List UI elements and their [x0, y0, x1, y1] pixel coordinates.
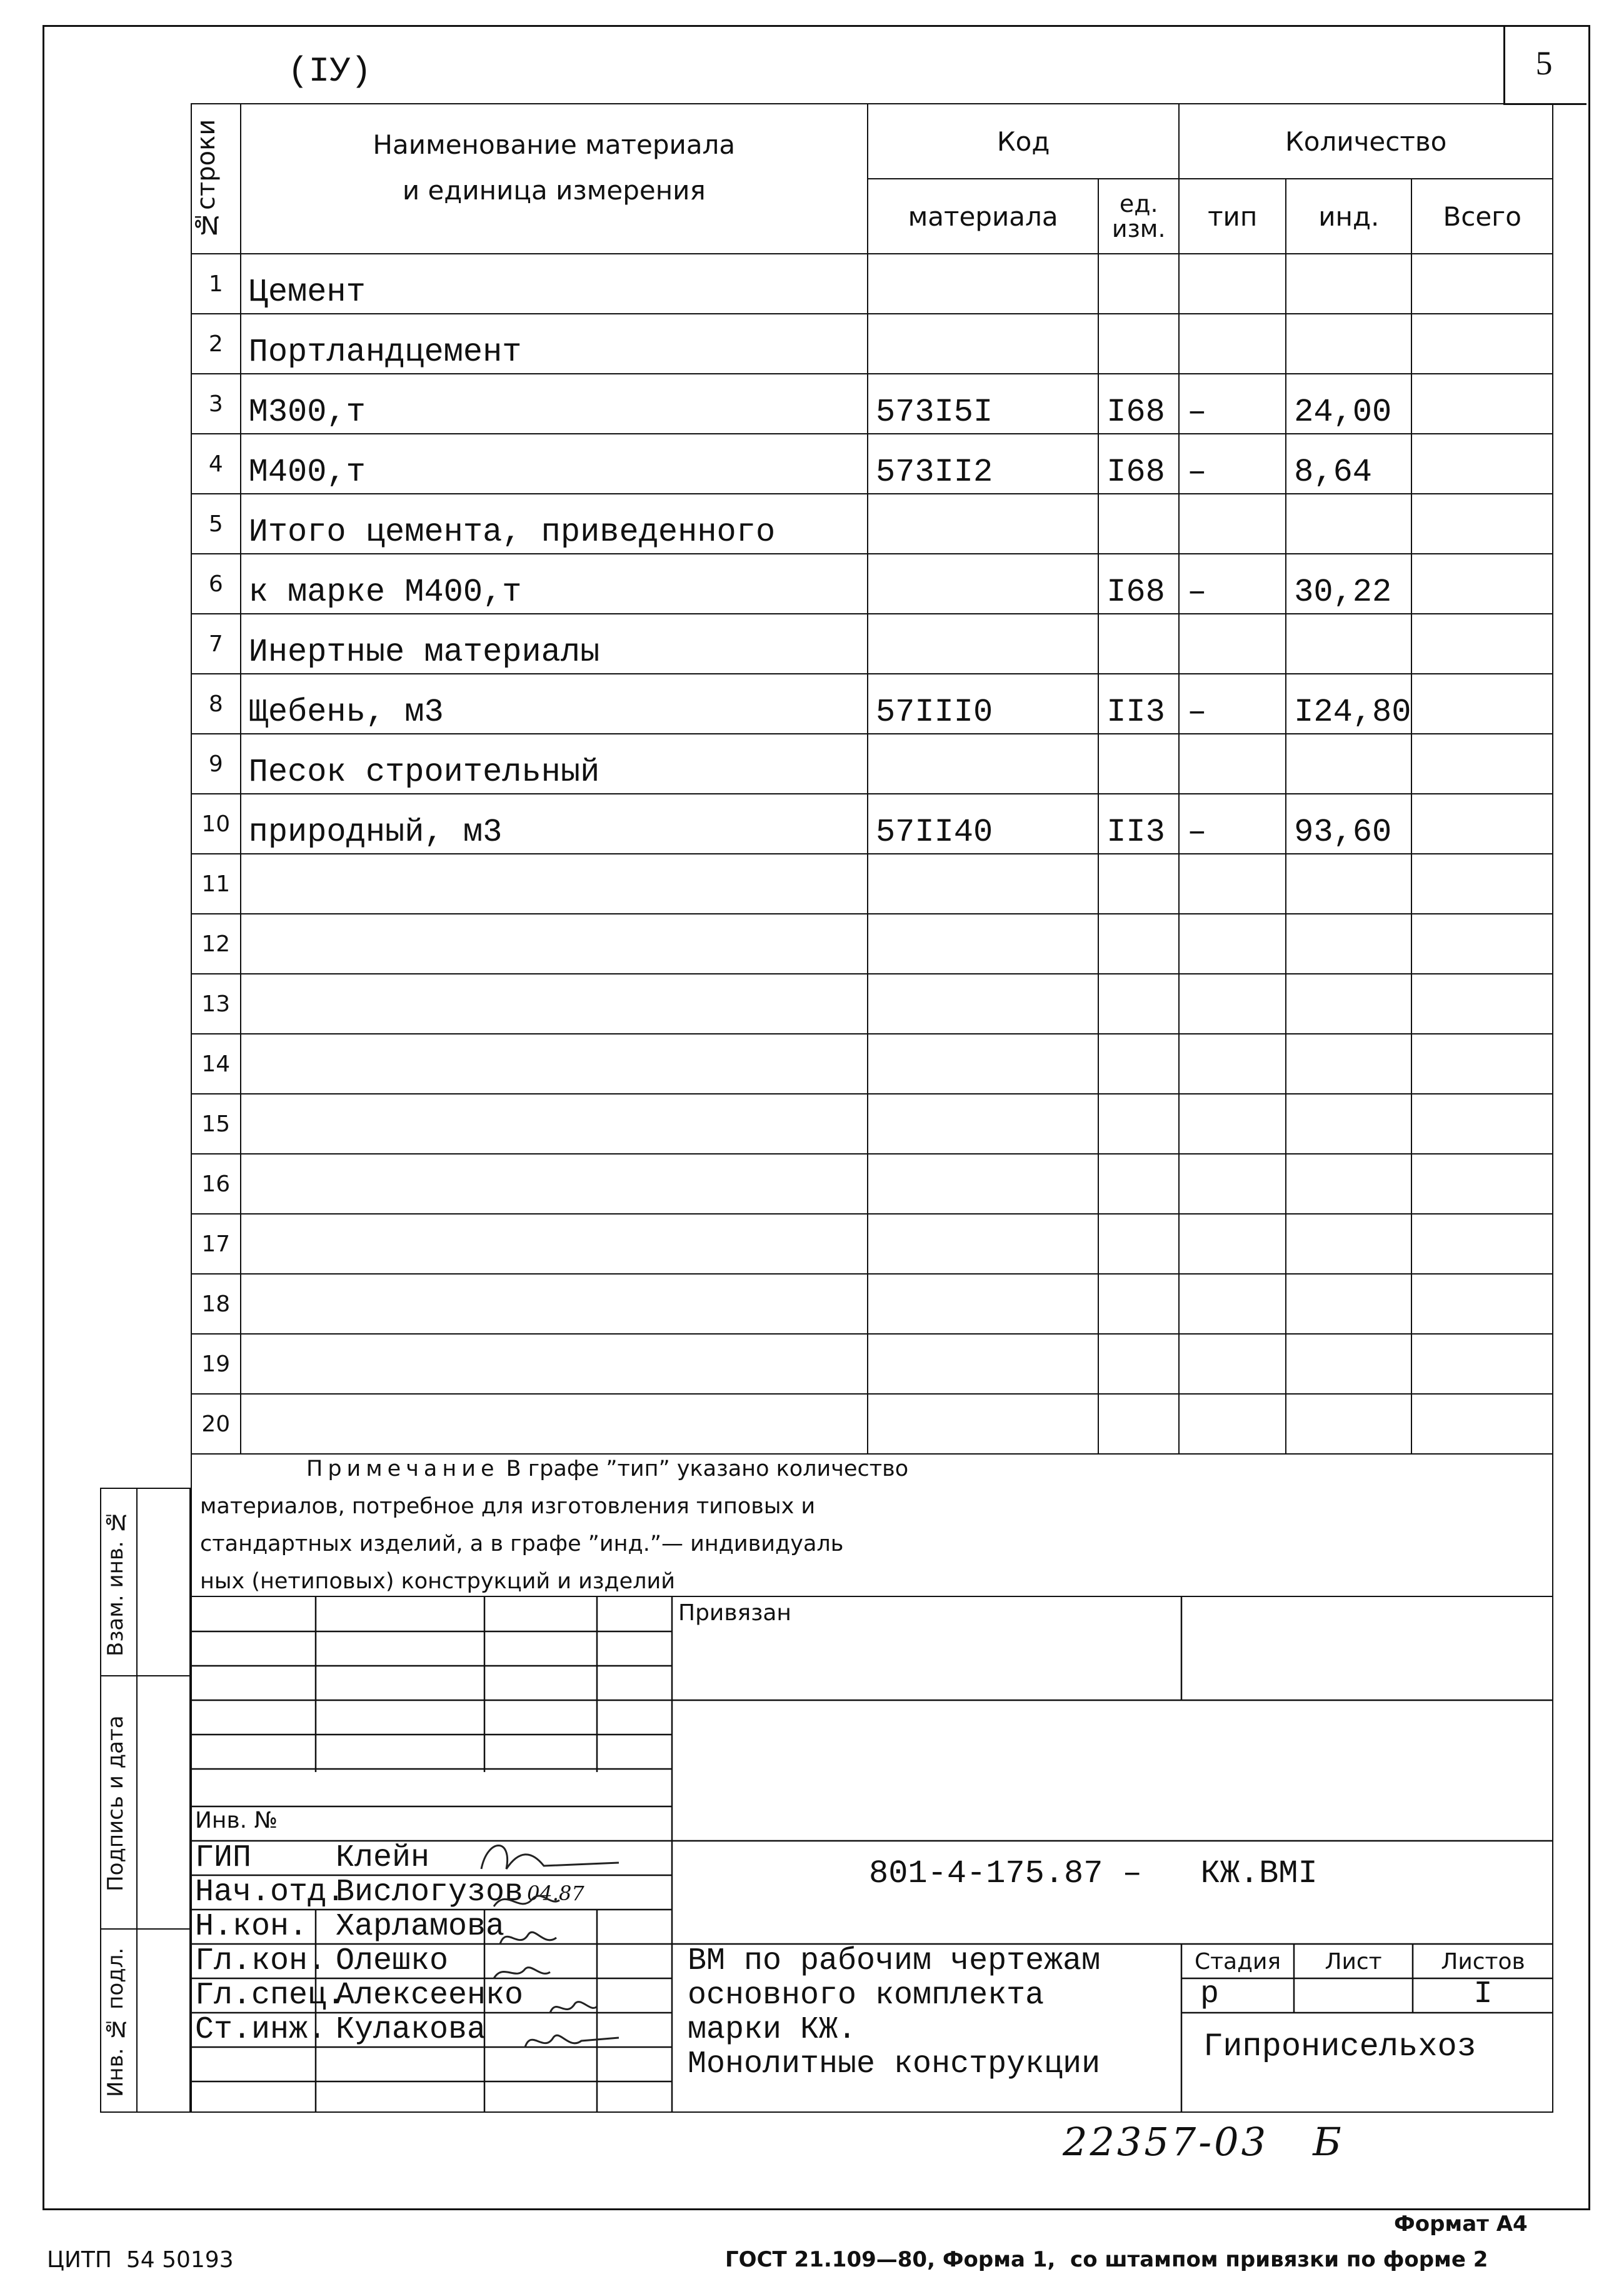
- cell-type: [1179, 1034, 1286, 1094]
- cell-type: –: [1179, 554, 1286, 614]
- row-number: 3: [191, 374, 241, 434]
- cell-total: [1411, 1154, 1553, 1214]
- row-number: 14: [191, 1034, 241, 1094]
- cell-unit: [1098, 1034, 1179, 1094]
- cell-total: [1411, 974, 1553, 1034]
- row-number: 5: [191, 494, 241, 554]
- cell-code: 573II2: [868, 434, 1098, 494]
- cell-unit: [1098, 614, 1179, 674]
- cell-ind: [1286, 1214, 1411, 1274]
- row-number: 1: [191, 254, 241, 314]
- cell-unit: I68: [1098, 554, 1179, 614]
- note-text: [200, 1450, 908, 1600]
- cell-total: [1411, 494, 1553, 554]
- cell-name: Инертные материалы: [241, 614, 868, 674]
- cell-name: [241, 1094, 868, 1154]
- cell-total: [1411, 554, 1553, 614]
- cell-unit: [1098, 1274, 1179, 1334]
- cell-total: [1411, 374, 1553, 434]
- cell-name: [241, 1274, 868, 1334]
- row-number: 16: [191, 1154, 241, 1214]
- cell-code: 573I5I: [868, 374, 1098, 434]
- cell-type: [1179, 974, 1286, 1034]
- sheet-label: Лист: [1325, 1949, 1382, 1975]
- table-row: [191, 374, 1553, 434]
- footer-right: ГОСТ 21.109—80, Форма 1, со штампом привязки по форме 2: [725, 2247, 1488, 2272]
- cell-code: [868, 734, 1098, 794]
- cell-type: [1179, 1334, 1286, 1394]
- cell-code: [868, 914, 1098, 974]
- cell-code: [868, 494, 1098, 554]
- row-no-header: №строки: [191, 104, 241, 254]
- cell-code: [868, 614, 1098, 674]
- cell-code: [868, 1154, 1098, 1214]
- signature-scribbles: [456, 1813, 694, 2100]
- cell-name: [241, 854, 868, 914]
- cell-total: [1411, 1274, 1553, 1334]
- cell-ind: [1286, 1154, 1411, 1214]
- cell-unit: [1098, 1094, 1179, 1154]
- table-row: [191, 1214, 1553, 1274]
- cell-type: [1179, 1274, 1286, 1334]
- table-row: [191, 1034, 1553, 1094]
- cell-code: [868, 314, 1098, 374]
- table-row: [191, 494, 1553, 554]
- document-code: 801-4-175.87 – КЖ.ВМI: [869, 1855, 1318, 1892]
- code-material-header: материала: [868, 179, 1098, 254]
- cell-total: [1411, 674, 1553, 734]
- table-row: [191, 434, 1553, 494]
- cell-ind: [1286, 914, 1411, 974]
- cell-total: [1411, 314, 1553, 374]
- cell-type: –: [1179, 434, 1286, 494]
- cell-name: [241, 914, 868, 974]
- cell-code: [868, 854, 1098, 914]
- cell-code: [868, 1274, 1098, 1334]
- cell-unit: II3: [1098, 674, 1179, 734]
- table-row: [191, 554, 1553, 614]
- cell-ind: [1286, 1094, 1411, 1154]
- footer-left: ЦИТП 54 50193: [47, 2247, 234, 2273]
- cell-ind: [1286, 854, 1411, 914]
- row-number: 12: [191, 914, 241, 974]
- cell-code: 57III0: [868, 674, 1098, 734]
- cell-ind: [1286, 314, 1411, 374]
- cell-type: –: [1179, 674, 1286, 734]
- cell-type: [1179, 614, 1286, 674]
- format-label: Формат А4: [1394, 2211, 1528, 2236]
- cell-ind: 30,22: [1286, 554, 1411, 614]
- signer-row: Гл.спец.Алексеенко: [195, 1978, 524, 2013]
- row-number: 17: [191, 1214, 241, 1274]
- table-row: [191, 1274, 1553, 1334]
- cell-name: М400,т: [241, 434, 868, 494]
- row-number: 18: [191, 1274, 241, 1334]
- row-number: 6: [191, 554, 241, 614]
- cell-code: [868, 974, 1098, 1034]
- qty-total-header: Всего: [1411, 179, 1553, 254]
- row-number: 20: [191, 1394, 241, 1454]
- qty-ind-header: инд.: [1286, 179, 1411, 254]
- cell-ind: [1286, 254, 1411, 314]
- materials-table: [191, 103, 1553, 1455]
- cell-code: [868, 1034, 1098, 1094]
- row-number: 10: [191, 794, 241, 854]
- row-number: 7: [191, 614, 241, 674]
- cell-ind: 8,64: [1286, 434, 1411, 494]
- cell-unit: [1098, 254, 1179, 314]
- stage-value: р: [1200, 1976, 1220, 2012]
- organization: Гипронисельхоз: [1203, 2028, 1476, 2065]
- cell-code: [868, 1334, 1098, 1394]
- cell-ind: 24,00: [1286, 374, 1411, 434]
- signer-row: Н.кон. Харламова: [195, 1909, 505, 1945]
- table-row: [191, 614, 1553, 674]
- cell-type: [1179, 1214, 1286, 1274]
- row-number: 4: [191, 434, 241, 494]
- cell-ind: [1286, 974, 1411, 1034]
- cell-type: [1179, 734, 1286, 794]
- cell-unit: [1098, 974, 1179, 1034]
- cell-code: [868, 1214, 1098, 1274]
- cell-ind: [1286, 1334, 1411, 1394]
- row-number: 19: [191, 1334, 241, 1394]
- cell-name: Итого цемента, приведенного: [241, 494, 868, 554]
- cell-code: [868, 254, 1098, 314]
- row-number: 11: [191, 854, 241, 914]
- cell-total: [1411, 854, 1553, 914]
- table-row: [191, 1154, 1553, 1214]
- cell-unit: [1098, 734, 1179, 794]
- cell-name: [241, 1334, 868, 1394]
- note-line2: материалов, потребное для изготовления типовых и: [200, 1494, 816, 1519]
- cell-ind: [1286, 1274, 1411, 1334]
- cell-total: [1411, 734, 1553, 794]
- cell-ind: I24,80: [1286, 674, 1411, 734]
- cell-unit: [1098, 1334, 1179, 1394]
- note-line1: В графе ”тип” указано количество: [499, 1456, 909, 1481]
- note-lead: Примечание: [306, 1456, 499, 1481]
- cell-total: [1411, 1094, 1553, 1154]
- cell-unit: [1098, 1154, 1179, 1214]
- side-label-inv: Инв. № подл.: [103, 1947, 128, 2097]
- qty-type-header: тип: [1179, 179, 1286, 254]
- cell-unit: [1098, 314, 1179, 374]
- signer-row: ГИП Клейн: [195, 1840, 430, 1876]
- cell-name: [241, 1154, 868, 1214]
- privyazan-label: Привязан: [678, 1600, 791, 1626]
- table-row: [191, 674, 1553, 734]
- cell-name: [241, 1034, 868, 1094]
- row-number: 9: [191, 734, 241, 794]
- cell-type: [1179, 1094, 1286, 1154]
- table-row: [191, 1334, 1553, 1394]
- row-number: 15: [191, 1094, 241, 1154]
- cell-type: [1179, 1154, 1286, 1214]
- qty-header: Количество: [1179, 104, 1553, 179]
- sheets-value: I: [1473, 1976, 1493, 2012]
- cell-code: 57II40: [868, 794, 1098, 854]
- cell-code: [868, 554, 1098, 614]
- cell-unit: [1098, 494, 1179, 554]
- table-row: [191, 314, 1553, 374]
- cell-name: к марке М400,т: [241, 554, 868, 614]
- row-number: 13: [191, 974, 241, 1034]
- cell-name: [241, 1214, 868, 1274]
- cell-name: Песок строительный: [241, 734, 868, 794]
- cell-name: природный, м3: [241, 794, 868, 854]
- note-line3: стандартных изделий, а в графе ”инд.”— индивидуаль: [200, 1531, 844, 1556]
- cell-total: [1411, 1214, 1553, 1274]
- name-header: Наименование материала и единица измерения: [241, 104, 868, 254]
- cell-total: [1411, 914, 1553, 974]
- row-number: 8: [191, 674, 241, 734]
- cell-type: [1179, 254, 1286, 314]
- row-number: 2: [191, 314, 241, 374]
- cell-total: [1411, 1034, 1553, 1094]
- table-row: [191, 1094, 1553, 1154]
- cell-total: [1411, 794, 1553, 854]
- cell-name: [241, 974, 868, 1034]
- cell-total: [1411, 614, 1553, 674]
- page-number: 5: [1535, 44, 1553, 82]
- signer-row: Гл.кон. Олешко: [195, 1943, 449, 1979]
- cell-type: [1179, 494, 1286, 554]
- cell-name: Щебень, м3: [241, 674, 868, 734]
- archive-number: 22357-03 Б: [1063, 2119, 1344, 2165]
- cell-unit: I68: [1098, 374, 1179, 434]
- side-label-vzam: Взам. инв. №: [103, 1509, 128, 1657]
- cell-ind: [1286, 734, 1411, 794]
- cell-unit: [1098, 1214, 1179, 1274]
- cell-ind: [1286, 494, 1411, 554]
- cell-unit: [1098, 854, 1179, 914]
- cell-type: [1179, 314, 1286, 374]
- cell-total: [1411, 434, 1553, 494]
- cell-total: [1411, 1334, 1553, 1394]
- cell-type: [1179, 914, 1286, 974]
- table-row: [191, 974, 1553, 1034]
- cell-name: Цемент: [241, 254, 868, 314]
- cell-name: М300,т: [241, 374, 868, 434]
- table-row: [191, 254, 1553, 314]
- stage-label: Стадия: [1194, 1949, 1281, 1975]
- cell-total: [1411, 254, 1553, 314]
- cell-name: Портландцемент: [241, 314, 868, 374]
- code-unit-header: ед. изм.: [1098, 179, 1179, 254]
- signer-row: Ст.инж. Кулакова: [195, 2012, 486, 2048]
- document-title: ВМ по рабочим чертежам основного комплекта марки КЖ. Монолитные конструкции: [688, 1943, 1101, 2082]
- cell-type: –: [1179, 794, 1286, 854]
- cell-ind: [1286, 614, 1411, 674]
- table-row: [191, 914, 1553, 974]
- cell-unit: [1098, 914, 1179, 974]
- note-line4: ных (нетиповых) конструкций и изделий: [200, 1569, 676, 1594]
- section-label: (IУ): [288, 51, 372, 91]
- cell-code: [868, 1094, 1098, 1154]
- cell-type: –: [1179, 374, 1286, 434]
- sheets-label: Листов: [1441, 1949, 1525, 1975]
- cell-ind: 93,60: [1286, 794, 1411, 854]
- code-header: Код: [868, 104, 1179, 179]
- cell-unit: I68: [1098, 434, 1179, 494]
- side-label-podpis: Подпись и дата: [103, 1715, 128, 1891]
- table-row: [191, 854, 1553, 914]
- table-row: [191, 794, 1553, 854]
- inv-no-label: Инв. №: [195, 1808, 278, 1833]
- table-row: [191, 734, 1553, 794]
- cell-unit: II3: [1098, 794, 1179, 854]
- signer-row: Нач.отд.Вислогузов 04.87: [195, 1875, 584, 1910]
- cell-type: [1179, 854, 1286, 914]
- cell-ind: [1286, 1034, 1411, 1094]
